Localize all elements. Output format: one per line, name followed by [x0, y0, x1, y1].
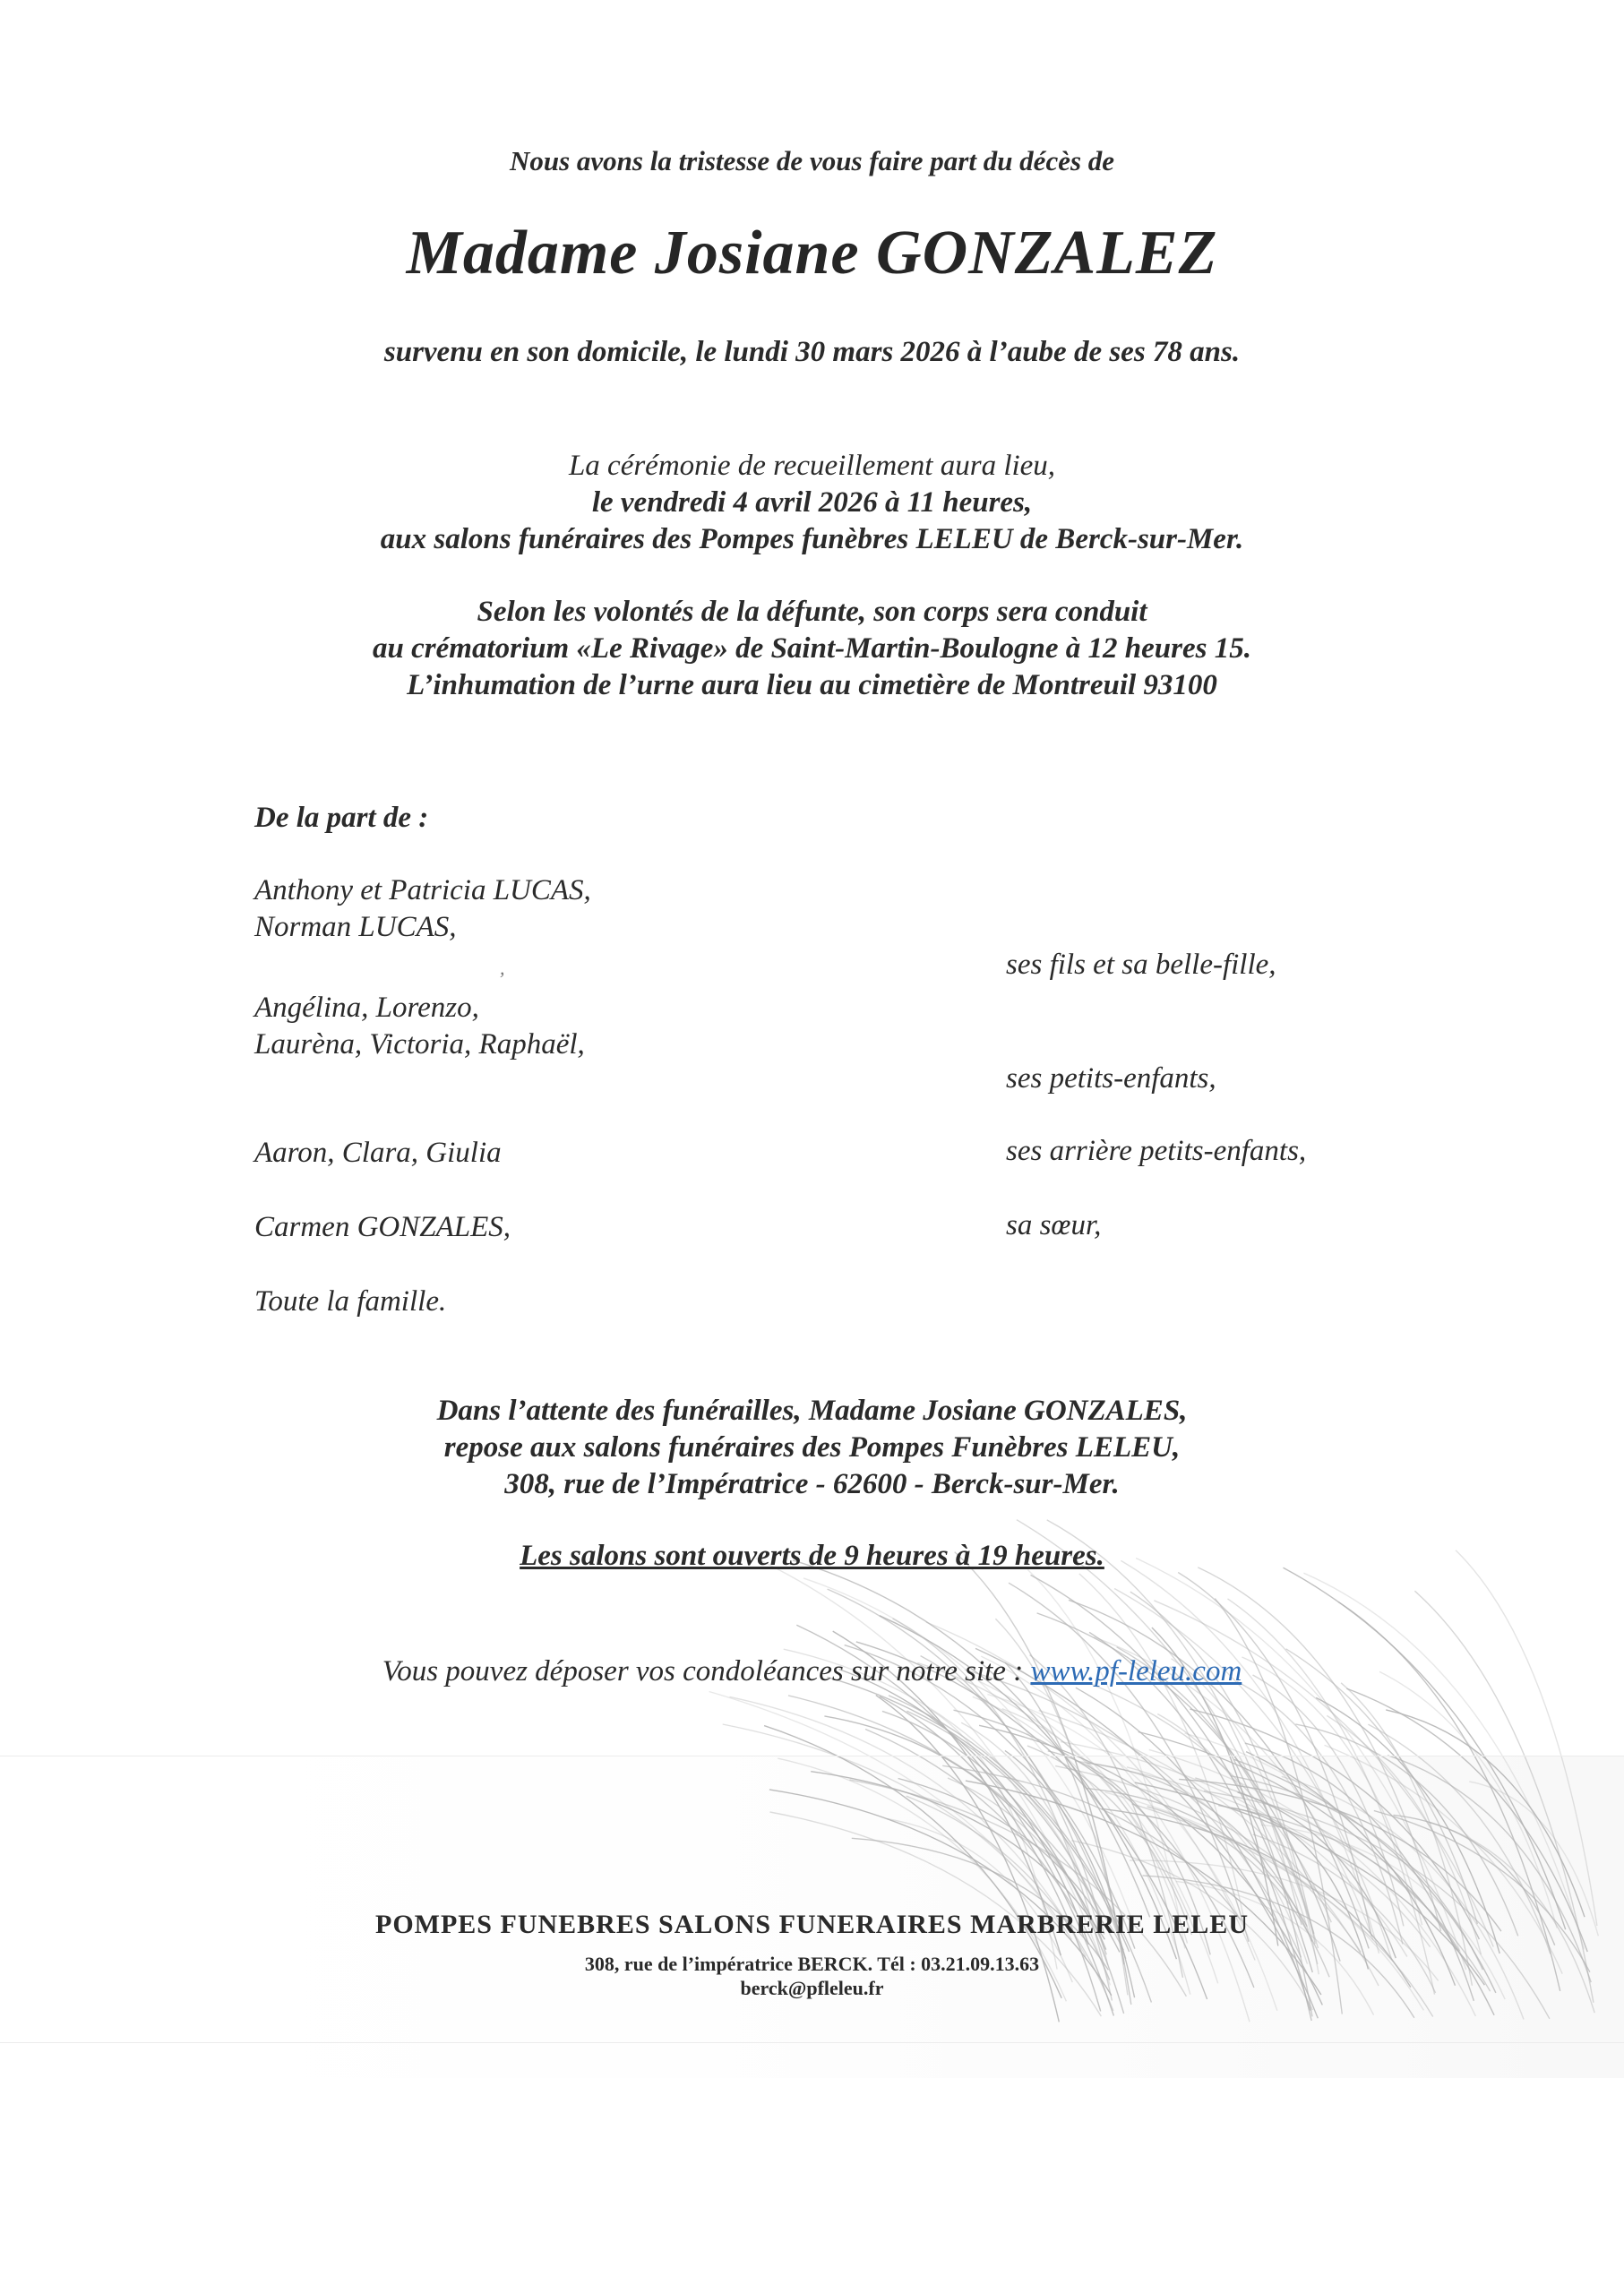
- waiting-block: [0, 1393, 1624, 1503]
- condolences-text: Vous pouvez déposer vos condoléances sur notre site :: [382, 1655, 1024, 1688]
- condolences-line: [0, 1655, 1624, 1688]
- waiting-line-2: repose aux salons funéraires des Pompes Funèbres LELEU,: [443, 1431, 1181, 1464]
- sons-names: [254, 872, 591, 946]
- company-address: 308, rue de l’impératrice BERCK. Tél : 03.21.09.13.63: [584, 1953, 1040, 1975]
- opening-hours-text: Les salons sont ouverts de 9 heures à 19 heures.: [520, 1540, 1104, 1572]
- sons-relation: ses fils et sa belle-fille,: [1006, 949, 1276, 981]
- grandchildren-names: [254, 990, 585, 1063]
- intro-text: Nous avons la tristesse de vous faire part du décès de: [509, 145, 1115, 176]
- ceremony-line-1: La cérémonie de recueillement aura lieu,: [568, 450, 1056, 482]
- whole-family: Toute la famille.: [254, 1285, 447, 1318]
- opening-hours: [0, 1540, 1624, 1573]
- wishes-line-3: L’inhumation de l’urne aura lieu au cimetière de Montreuil 93100: [407, 669, 1217, 701]
- deceased-name: Madame Josiane GONZALEZ: [406, 219, 1218, 288]
- wishes-line-1: Selon les volontés de la défunte, son corps sera conduit: [477, 596, 1147, 628]
- ceremony-line-3: aux salons funéraires des Pompes funèbres LELEU de Berck-sur-Mer.: [380, 523, 1244, 555]
- grandchildren-relation: ses petits-enfants,: [1006, 1062, 1216, 1095]
- waiting-line-3: 308, rue de l’Impératrice - 62600 - Berck-sur-Mer.: [504, 1468, 1120, 1500]
- wishes-line-2: au crématorium «Le Rivage» de Saint-Martin-Boulogne à 12 heures 15.: [373, 632, 1251, 665]
- sister-name: Carmen GONZALES,: [254, 1211, 511, 1243]
- great-grandchildren-names: Aaron, Clara, Giulia: [254, 1137, 502, 1169]
- company-name: POMPES FUNEBRES SALONS FUNERAIRES MARBRERIE LELEU: [375, 1910, 1249, 1939]
- grandchildren-line-2: Laurèna, Victoria, Raphaël,: [254, 1028, 585, 1061]
- ceremony-line-2: le vendredi 4 avril 2026 à 11 heures,: [591, 486, 1033, 519]
- from-label: De la part de :: [254, 802, 429, 834]
- wishes-block: [0, 594, 1624, 704]
- company-email[interactable]: berck@pfleleu.fr: [740, 1977, 884, 1999]
- sister-relation: sa sœur,: [1006, 1209, 1102, 1241]
- sons-line-1: Anthony et Patricia LUCAS,: [254, 874, 591, 906]
- website-link[interactable]: www.pf-leleu.com: [1030, 1655, 1242, 1688]
- waiting-line-1: Dans l’attente des funérailles, Madame Josiane GONZALES,: [436, 1395, 1188, 1427]
- great-grandchildren-relation: ses arrière petits-enfants,: [1006, 1135, 1307, 1167]
- stray-comma: ,: [500, 957, 505, 979]
- ceremony-block: [0, 448, 1624, 558]
- sons-line-2: Norman LUCAS,: [254, 911, 457, 943]
- grandchildren-line-1: Angélina, Lorenzo,: [254, 992, 479, 1024]
- death-notice: survenu en son domicile, le lundi 30 mars 2026 à l’aube de ses 78 ans.: [383, 336, 1241, 368]
